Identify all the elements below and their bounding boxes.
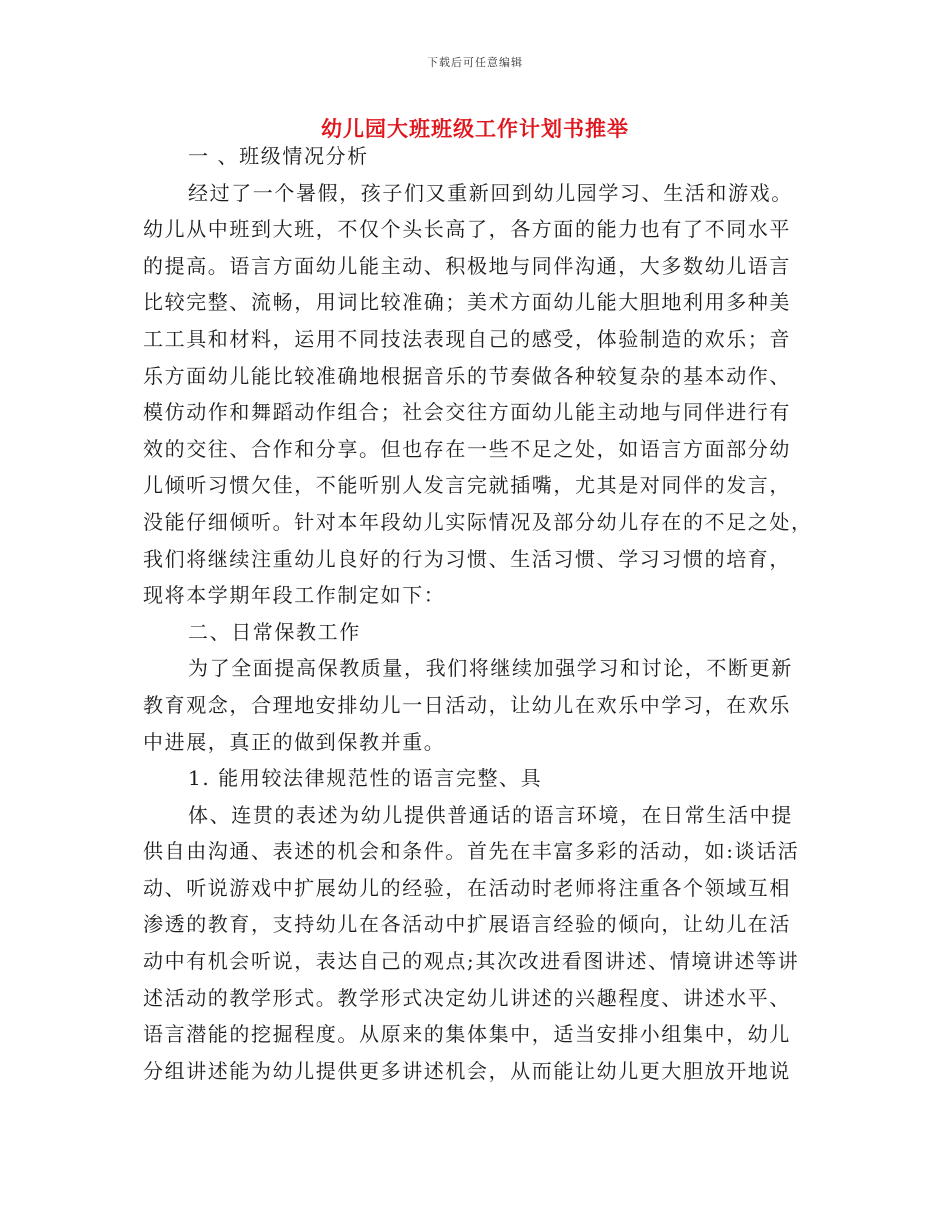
section-heading: 一 、班级情况分析 xyxy=(188,144,369,168)
paragraph-line: 为了全面提高保教质量，我们将继续加强学习和讨论，不断更新 xyxy=(188,656,793,681)
section-heading: 二、日常保教工作 xyxy=(188,619,361,644)
header-note: 下载后可任意编辑 xyxy=(427,56,523,69)
paragraph-line: 供自由沟通、表述的机会和条件。首先在丰富多彩的活动，如:谈话活 xyxy=(143,839,800,864)
paragraph-line: 动、听说游戏中扩展幼儿的经验，在活动时老师将注重各个领域互相 xyxy=(143,875,791,900)
paragraph-line: 的提高。语言方面幼儿能主动、积极地与同伴沟通，大多数幼儿语言 xyxy=(143,253,791,278)
paragraph-line: 现将本学期年段工作制定如下： xyxy=(143,583,446,608)
paragraph-line: 中进展，真正的做到保教并重。 xyxy=(143,729,446,754)
paragraph-line: 动中有机会听说，表达自己的观点;其次改进看图讲述、情境讲述等讲 xyxy=(143,949,800,974)
paragraph-line: 经过了一个暑假，孩子们又重新回到幼儿园学习、生活和游戏。 xyxy=(188,180,793,205)
paragraph-line: 幼儿从中班到大班，不仅个头长高了，各方面的能力也有了不同水平 xyxy=(143,217,791,242)
paragraph-line: 儿倾听习惯欠佳，不能听别人发言完就插嘴，尤其是对同伴的发言， xyxy=(143,473,791,498)
paragraph-line: 效的交往、合作和分享。但也存在一些不足之处，如语言方面部分幼 xyxy=(143,436,791,461)
document-title: 幼儿园大班班级工作计划书推举 xyxy=(321,116,629,141)
paragraph-line: 语言潜能的挖掘程度。从原来的集体集中，适当安排小组集中，幼儿 xyxy=(143,1022,791,1047)
document-body xyxy=(143,138,813,1089)
paragraph-line: 工工具和材料，运用不同技法表现自己的感受，体验制造的欢乐；音 xyxy=(143,326,791,351)
paragraph-line: 述活动的教学形式。教学形式决定幼儿讲述的兴趣程度、讲述水平、 xyxy=(143,985,791,1010)
list-item-heading: 1. 能用较法律规范性的语言完整、具 xyxy=(188,766,543,791)
paragraph-line: 模仿动作和舞蹈动作组合；社会交往方面幼儿能主动地与同伴进行有 xyxy=(143,400,791,425)
paragraph-line: 渗透的教育，支持幼儿在各活动中扩展语言经验的倾向，让幼儿在活 xyxy=(143,912,791,937)
paragraph-line: 体、连贯的表述为幼儿提供普通话的语言环境，在日常生活中提 xyxy=(188,802,793,827)
paragraph-line: 乐方面幼儿能比较准确地根据音乐的节奏做各种较复杂的基本动作、 xyxy=(143,363,791,388)
paragraph-line: 我们将继续注重幼儿良好的行为习惯、生活习惯、学习习惯的培育， xyxy=(143,546,791,571)
paragraph-line: 教育观念，合理地安排幼儿一日活动，让幼儿在欢乐中学习，在欢乐 xyxy=(143,692,791,717)
paragraph-line: 分组讲述能为幼儿提供更多讲述机会，从而能让幼儿更大胆放开地说 xyxy=(143,1058,791,1083)
paragraph-line: 比较完整、流畅，用词比较准确；美术方面幼儿能大胆地利用多种美 xyxy=(143,290,791,315)
paragraph-line: 没能仔细倾听。针对本年段幼儿实际情况及部分幼儿存在的不足之处， xyxy=(143,509,813,534)
